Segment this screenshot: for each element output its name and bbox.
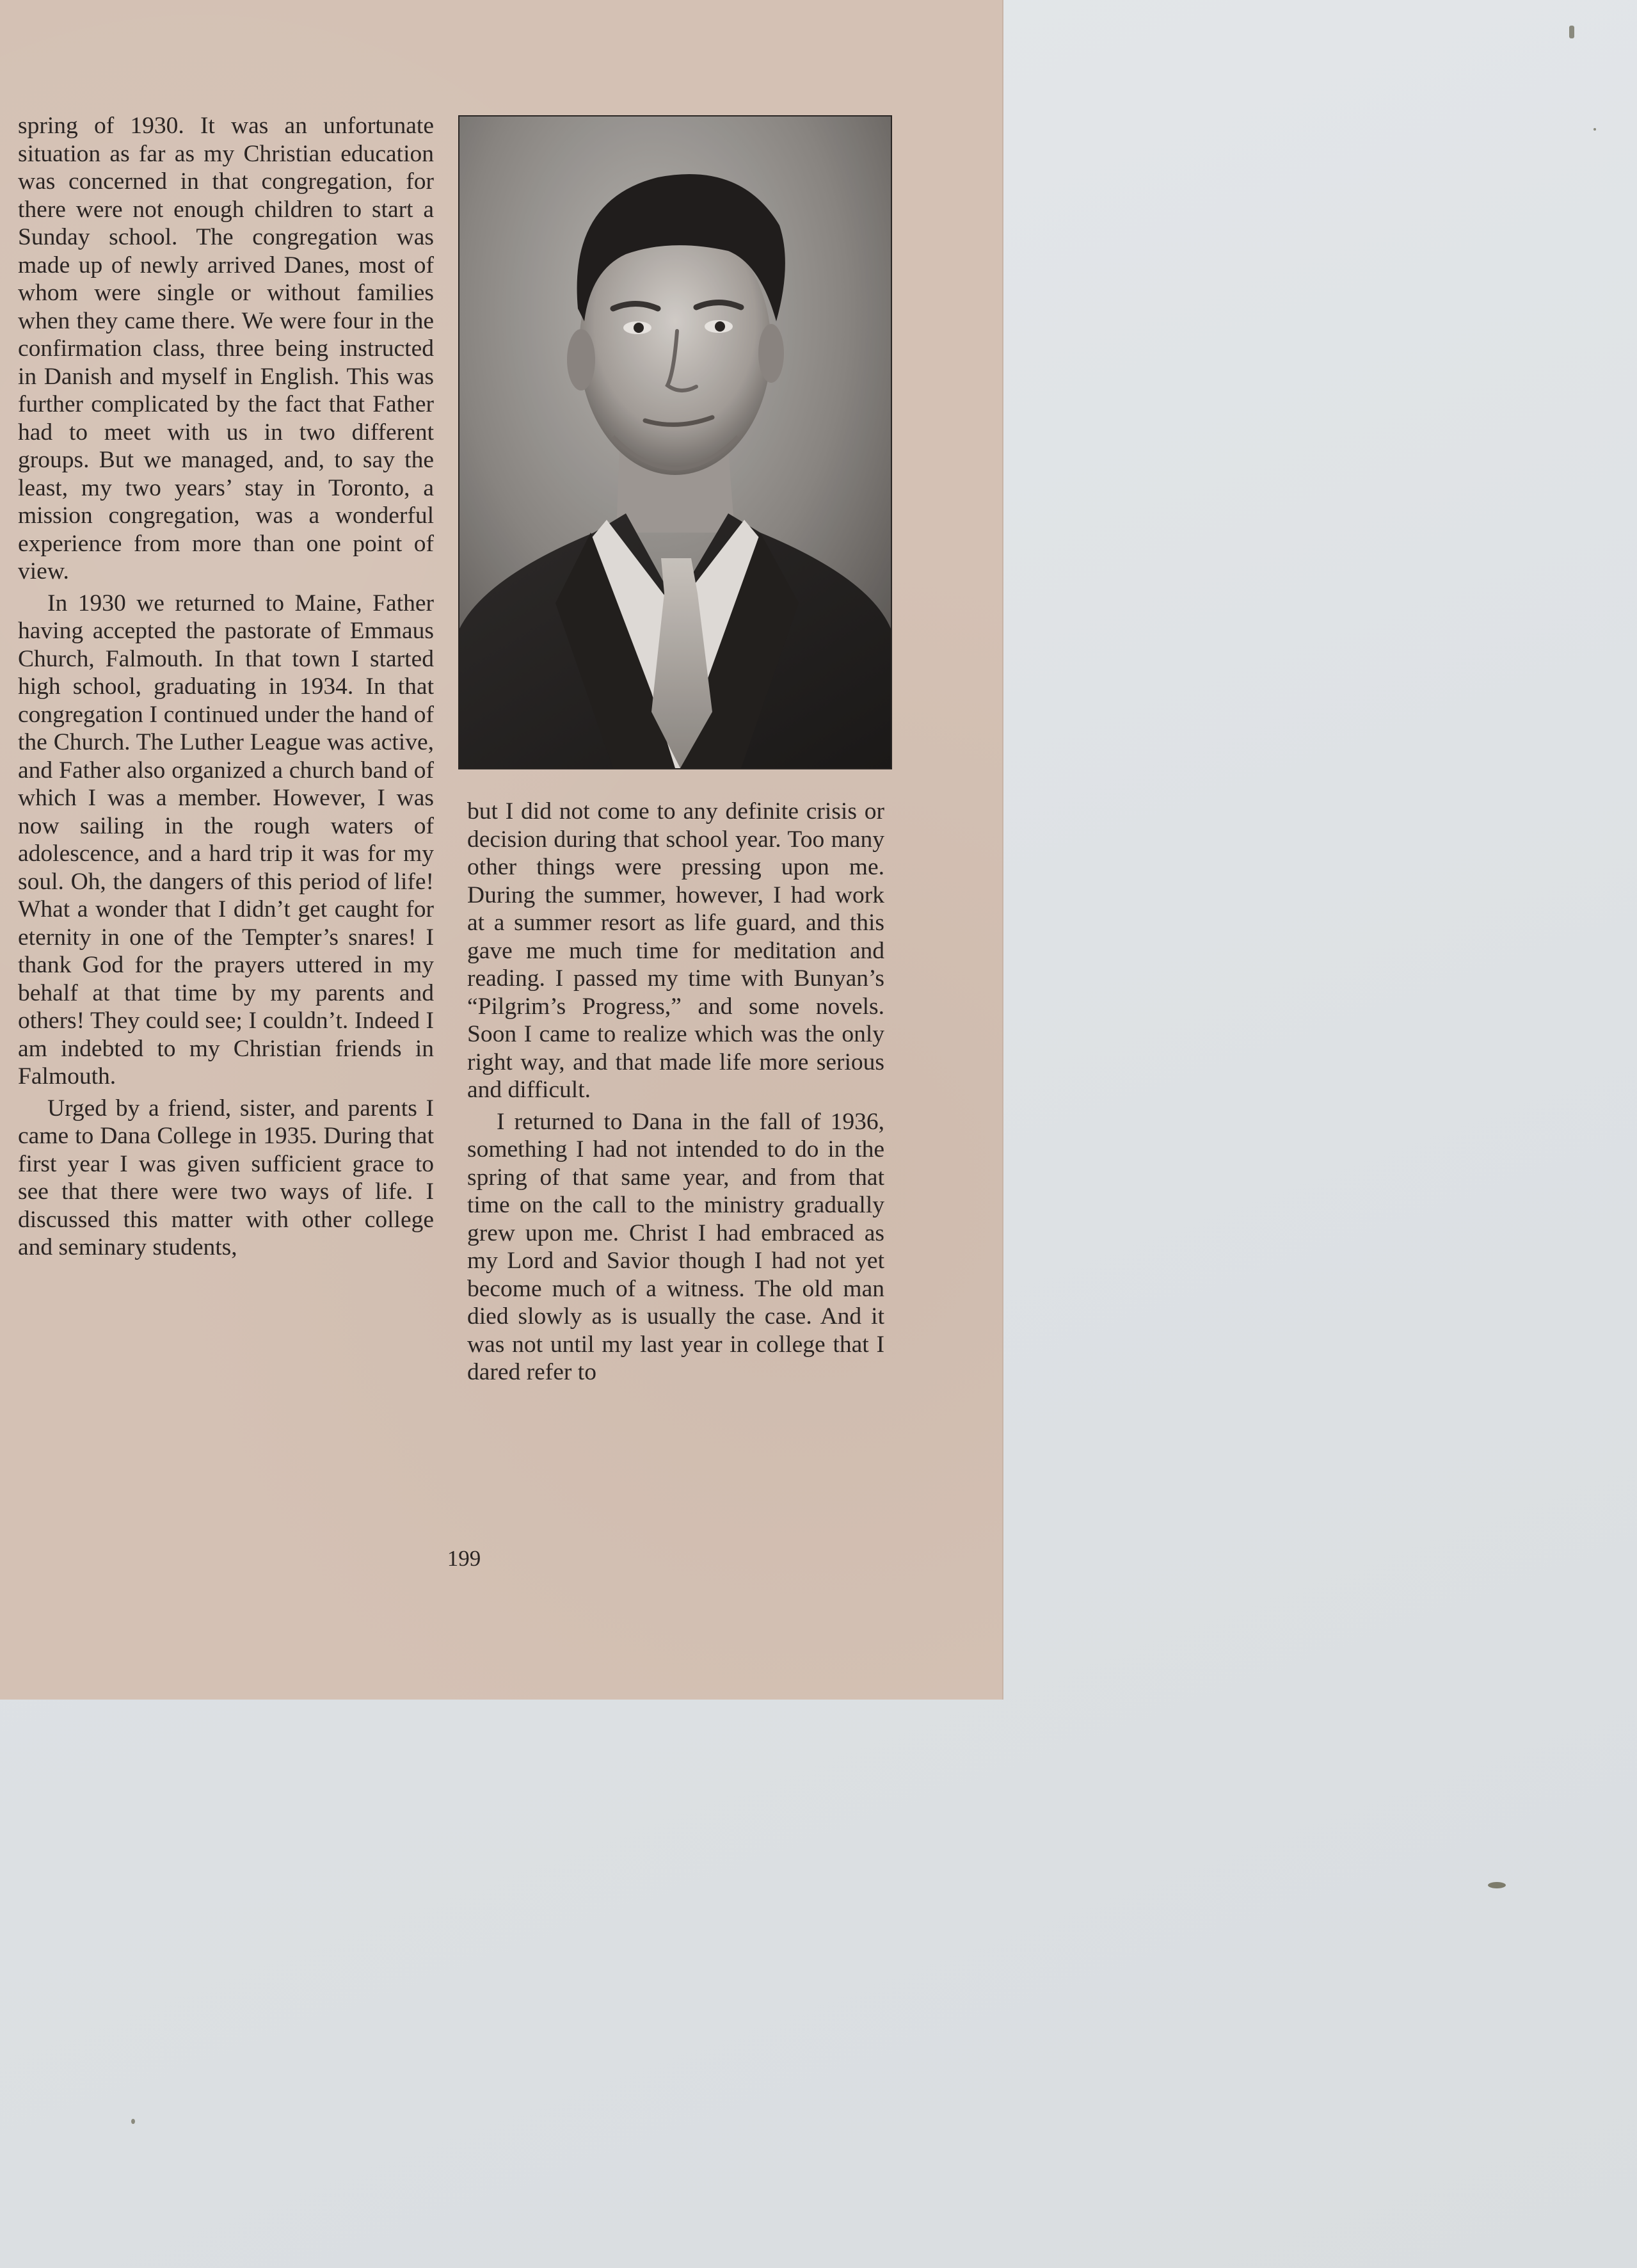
magazine-page-clipping [0,0,1002,1700]
paragraph: In 1930 we returned to Maine, Father having accepted the pastorate of Emmaus Church, Falmouth. In that town I started high school, graduating in 1934. In that congregation I continued under the hand of the Church. The Luther League was active, and Father also organized a church band of which I was a member. However, I was now sailing in the rough waters of adolescence, and a hard trip it was for my soul. Oh, the dangers of this period of life! What a wonder that I didn’t get caught for eternity in one of the Tempter’s snares! I thank God for the prayers uttered in my behalf at that time by my parents and others! They could see; I couldn’t. Indeed I am indebted to my Christian friends in Falmouth. [18,590,434,1090]
dust-speck [131,2119,135,2124]
paragraph: Urged by a friend, sister, and parents I came to Dana College in 1935. During that first year I was given sufficient grace to see that there were two ways of life. I discussed this matter with other college and seminary students, [18,1095,434,1260]
paragraph: but I did not come to any definite crisis or decision during that school year. Too many other things were pressing upon me. During the summer, however, I had work at a summer resort as life guard, and this gave me much time for meditation and reading. I passed my time with Bunyan’s “Pilgrim’s Progress,” and some novels. Soon I came to realize which was the only right way, and that made life more serious and difficult. [467,798,884,1103]
portrait-illustration [459,117,891,768]
page-number: 199 [447,1546,481,1571]
dust-speck [1593,128,1596,131]
dust-speck [1488,1882,1506,1888]
portrait-photo [458,115,892,769]
paragraph: spring of 1930. It was an unfortunate situation as far as my Christian education was concerned in that congregation, for there were not enough children to start a Sunday school. The congregation was made up of newly arrived Danes, most of whom were single or without families when they came there. We were four in the confirmation class, three being instructed in Danish and myself in English. This was further complicated by the fact that Father had to meet with us in two different groups. But we managed, and, to say the least, my two years’ stay in Toronto, a mission congregation, was a wonderful experience from more than one point of view. [18,113,434,584]
left-text-column [18,112,434,1262]
right-text-column [467,798,884,1387]
paragraph: I returned to Dana in the fall of 1936, something I had not intended to do in the spring of that same year, and from that time on the call to the ministry gradually grew upon me. Christ I had embraced as my Lord and Savior though I had not yet become much of a witness. The old man died slowly as is usually the case. And it was not until my last year in college that I dared refer to [467,1108,884,1385]
dust-speck [1569,26,1574,38]
